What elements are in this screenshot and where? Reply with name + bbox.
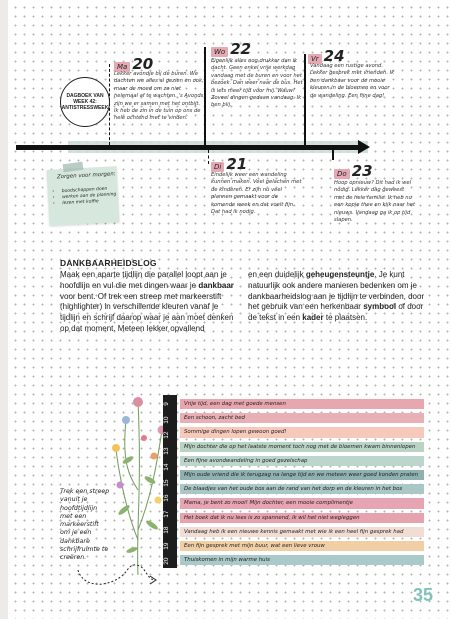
log-number: 17	[163, 510, 170, 518]
log-number: 9	[163, 402, 170, 406]
day-tag-wo	[211, 40, 251, 58]
log-number: 14	[163, 463, 170, 471]
log-row: Een fijne avondwandeling in goed gezelschap	[180, 456, 424, 466]
body-left-column	[60, 270, 238, 335]
side-note: Trek een streep vanuit je hoofdtijdlijn met een markeerstift om je een dankbare schrijfruimte te creëren.	[60, 488, 110, 562]
page-number: 35	[413, 585, 434, 605]
stem-di	[208, 150, 209, 164]
timeline	[16, 145, 361, 150]
section-title: DANKBAARHEIDSLOG	[60, 258, 157, 268]
body-bold: symbool	[363, 302, 397, 312]
sticky-title: Zorgen voor morgen:	[56, 171, 116, 181]
weekday-label: Di	[211, 162, 224, 172]
day-entry-ma: Lekker avondje bij de buren. We dachten we alles al gezien en ook, maar de moed om ze niet helemaal af te wachten. 's Avonds zijn we er samen met het ontbijt. Ik heb de zin in de tuin op ons de hele ochtend met te vinden.	[114, 71, 204, 122]
body-text: en een duidelijk	[248, 270, 306, 279]
stem-vr	[304, 54, 306, 145]
log-row: Thuiskomen in mijn warme huis	[180, 555, 424, 565]
body-text: of door de tekst in een	[248, 302, 424, 323]
log-row: De blaadjes van het oude bos aan de rand van het dorp en de kleuren in het bos	[180, 484, 424, 494]
log-number: 18	[163, 526, 170, 534]
log-row: Vrije tijd, een dag met goede mensen	[180, 399, 424, 409]
log-row: Sommige dingen lopen gewoon goed!	[180, 427, 424, 437]
day-entry-vr: Vandaag een rustige avond. Lekker gesprek met vrienden. Ik ben dankbaar voor de mooie kleuren in de bloemen en voor de wandeling. Een fijne dag!	[310, 63, 395, 99]
timeline-arrowhead	[358, 140, 370, 154]
day-tag-di	[211, 155, 247, 173]
log-number: 12	[163, 431, 170, 439]
log-number: 10	[163, 415, 170, 424]
week-badge	[60, 77, 110, 127]
weekday-label: Wo	[211, 47, 228, 57]
day-number: 20	[132, 55, 154, 73]
log-row: Mijn oude vriend die ik terugzag na lange tijd en we meteen weer goed konden praten	[180, 470, 424, 480]
body-right-column	[248, 270, 428, 324]
body-bold: dankbaar	[198, 280, 234, 290]
stem-do	[332, 150, 334, 160]
log-number-strip	[163, 395, 177, 568]
log-number: 15	[163, 478, 170, 487]
page	[8, 0, 451, 619]
body-text: te plaatsen.	[323, 313, 368, 323]
log-number: 13	[163, 447, 170, 455]
body-text: Maak een aparte tijdlijn die parallel loopt aan je hoofdlijn en vul die met dingen waar je	[60, 270, 227, 290]
day-number: 22	[230, 40, 252, 58]
log-number: 20	[163, 557, 170, 565]
log-row: Mijn dochter die op het laatste moment toch nog met de bloemen kwam binnenlopen	[180, 442, 424, 452]
sticky-item: • lezen met koffie	[62, 198, 117, 207]
week-badge-text: DAGBOEK VAN WEEK 42: ANTISTRESSWEEK	[61, 93, 109, 111]
log-row: Een fijn gesprek met mijn buur, wat een lieve vrouw	[180, 541, 424, 551]
day-number: 24	[323, 47, 345, 65]
weekday-label: Do	[334, 169, 350, 179]
day-entry-di: Eindelijk weer een wandeling kunnen maken. Veel gelachen met de kinderen. Er zijn nu veel plannen gemaakt voor de komende week en dat voelt fijn. Dat had ik nodig.	[211, 172, 302, 216]
body-text: voor bent. Of trek een streep met markeerstift (highlighter) in verschillende kleuren vanaf je tijdlijn en schrijf daarop waar je aan moet denken op dat moment. Meteen lekker opvallend	[60, 291, 234, 333]
weekday-label: Vr	[308, 54, 322, 64]
body-text: . Je kunt natuurlijk ook andere manieren bedenken om je dankbaarheidslog aan je tijdlijn te verbinden, door het gebruik van een herkenbaar	[248, 270, 425, 312]
body-bold: geheugensteuntje	[305, 270, 375, 279]
sticky-item: • boodschappen doen	[62, 186, 117, 195]
day-number: 21	[226, 155, 248, 173]
day-entry-wo: Eigenlijk alles nog drukker dan ik dacht. Geen enkel vrije werkdag vandaag met de buren en voor het bezoek. Dan weer naar de bus. Het is iets meer tijd voor mij. Wauw! Zoveel dingen gedaan vandaag. Ik ben blij.	[211, 58, 303, 109]
log-row: Het boek dat ik nu lees is zo spannend, ik wil het niet wegleggen	[180, 513, 424, 523]
day-number: 23	[351, 162, 373, 180]
sticky-item: • werken aan de planning	[62, 192, 117, 201]
log-number: 19	[163, 541, 170, 550]
log-row: Mama, je bent zo mooi! Mijn dochter, een mooie complimentje	[180, 498, 424, 508]
log-row: Vandaag heb ik een nieuwe kennis gemaakt met wie ik een heel fijn gesprek had	[180, 527, 424, 537]
log-row: Een schoon, zacht bed	[180, 413, 424, 423]
curved-arrow	[68, 530, 168, 590]
body-bold: kader	[302, 313, 324, 323]
day-tag-do	[334, 162, 373, 180]
log-number: 16	[163, 494, 170, 502]
sticky-note	[47, 166, 120, 226]
day-entry-do: Hoop opnieuw? Dit had ik wel nodig. Lekker dag geweest met de hele familie. Ik heb nu een kopje thee en kijk naar het nieuws. Vandaag ga ik op tijd slapen.	[334, 180, 416, 224]
weekday-label: Ma	[114, 62, 130, 72]
sticky-list	[54, 186, 117, 207]
